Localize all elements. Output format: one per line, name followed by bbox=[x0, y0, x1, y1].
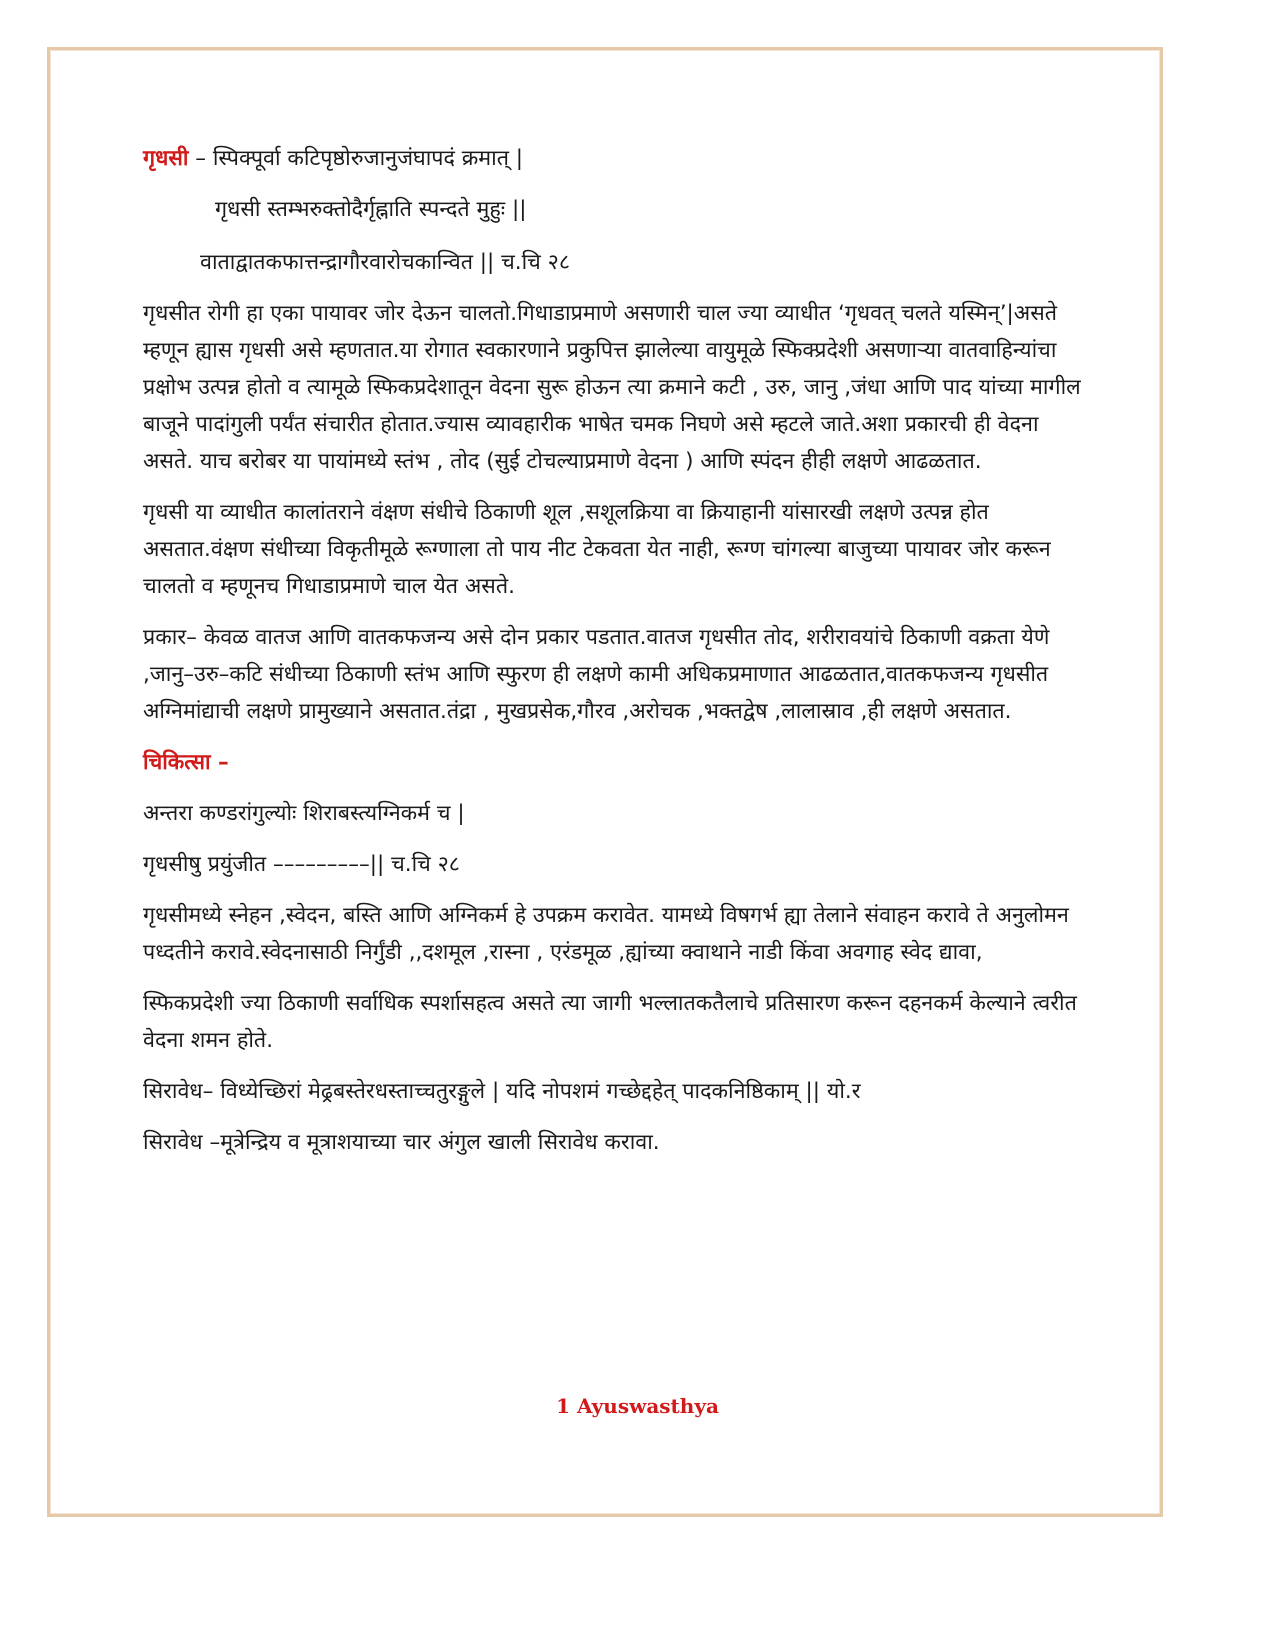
chikitsa-verse-1: अन्तरा कण्डरांगुल्योः शिराबस्त्यग्निकर्म च | bbox=[143, 801, 465, 826]
page-footer: 1 Ayuswasthya bbox=[556, 1394, 719, 1418]
paragraph-6: सिरावेध– विध्येच्छिरां मेढ्रबस्तेरधस्ताच्चतुरङ्गुले | यदि नोपशमं गच्छेद्दहेत् पादकनिष्ठिकाम् || यो.र bbox=[143, 1079, 861, 1104]
verse-line-3: वाताद्वातकफात्तन्द्रागौरवारोचकान्वित || च.चि २८ bbox=[200, 250, 571, 275]
paragraph-3: प्रकार– केवळ वातज आणि वातकफजन्य असे दोन प्रकार पडतात.वातज गृधसीत तोद, शरीरावयांचे ठिकाणी वक्रता येणे ,जानु–उरु–कटि संधीच्या ठिकाणी स्तंभ आणि स्फुरण ही लक्षणे कामी अधिकप्रमाणात आढळतात,वातकफजन्य गृधसीत अग्निमांद्याची लक्षणे प्रामुख्याने असतात.तंद्रा , मुखप्रसेक,गौरव ,अरोचक ,भक्तद्वेष ,लालास्राव ,ही लक्षणे असतात. bbox=[143, 625, 1050, 724]
paragraph-2: गृधसी या व्याधीत कालांतराने वंक्षण संधीचे ठिकाणी शूल ,सशूलक्रिया वा क्रियाहानी यांसारखी लक्षणे उत्पन्न होत असतात.वंक्षण संधीच्या विकृतीमूळे रूग्णाला तो पाय नीट टेकवता येत नाही, रूग्ण चांगल्या बाजुच्या पायावर जोर करून चालतो व म्हणूनच गिधाडाप्रमाणे चाल येत असते. bbox=[143, 500, 1051, 599]
verse-line-2: गृधसी स्तम्भरुक्तोदैर्गृह्नाति स्पन्दते मुहुः || bbox=[215, 197, 527, 222]
paragraph-5: स्फिकप्रदेशी ज्या ठिकाणी सर्वाधिक स्पर्शासहत्व असते त्या जागी भल्लातकतैलाचे प्रतिसारण करून दहनकर्म केल्याने त्वरीत वेदना शमन होते. bbox=[143, 991, 1077, 1053]
chikitsa-verse-2: गृधसीषु प्रयुंजीत –––––––––|| च.चि २८ bbox=[143, 852, 460, 877]
document-body bbox=[143, 140, 1083, 1175]
verse-line-1 bbox=[143, 140, 1083, 177]
paragraph-1: गृधसीत रोगी हा एका पायावर जोर देऊन चालतो.गिधाडाप्रमाणे असणारी चाल ज्या व्याधीत ‘गृधवत् चलते यस्मिन्’|असते म्हणून ह्यास गृधसी असे म्हणतात.या रोगात स्वकारणाने प्रकुपित्त झालेल्या वायुमूळे स्फिक्प्रदेशी असणाऱ्या वातवाहिन्यांचा प्रक्षोभ उत्पन्न होतो व त्यामूळे स्फिकप्रदेशातून वेदना सुरू होऊन त्या क्रमाने कटी , उरु, जानु ,जंधा आणि पाद यांच्या मागील बाजूने पादांगुली पर्यंत संचारीत होतात.ज्यास व्यावहारीक भाषेत चमक निघणे असे म्हटले जाते.अशा प्रकारची ही वेदना असते. याच बरोबर या पायांमध्ये स्तंभ , तोद (सुई टोचल्याप्रमाणे वेदना ) आणि स्पंदन हीही लक्षणे आढळतात. bbox=[143, 301, 1081, 474]
section-title-gridhrasi: गृधसी bbox=[143, 146, 189, 171]
section-title-chikitsa: चिकित्सा – bbox=[143, 750, 229, 775]
paragraph-7: सिरावेध –मूत्रेन्द्रिय व मूत्राशयाच्या चार अंगुल खाली सिरावेध करावा. bbox=[143, 1130, 660, 1155]
verse-text-1: – स्पिक्पूर्वा कटिपृष्ठोरुजानुजंघापदं क्रमात् | bbox=[188, 146, 524, 171]
paragraph-4: गृधसीमध्ये स्नेहन ,स्वेदन, बस्ति आणि अग्निकर्म हे उपक्रम करावेत. यामध्ये विषगर्भ ह्या तेलाने संवाहन करावे ते अनुलोमन पध्दतीने करावे.स्वेदनासाठी निर्गुंडी ,,दशमूल ,रास्ना , एरंडमूळ ,ह्यांच्या क्वाथाने नाडी किंवा अवगाह स्वेद द्यावा, bbox=[143, 903, 1069, 965]
